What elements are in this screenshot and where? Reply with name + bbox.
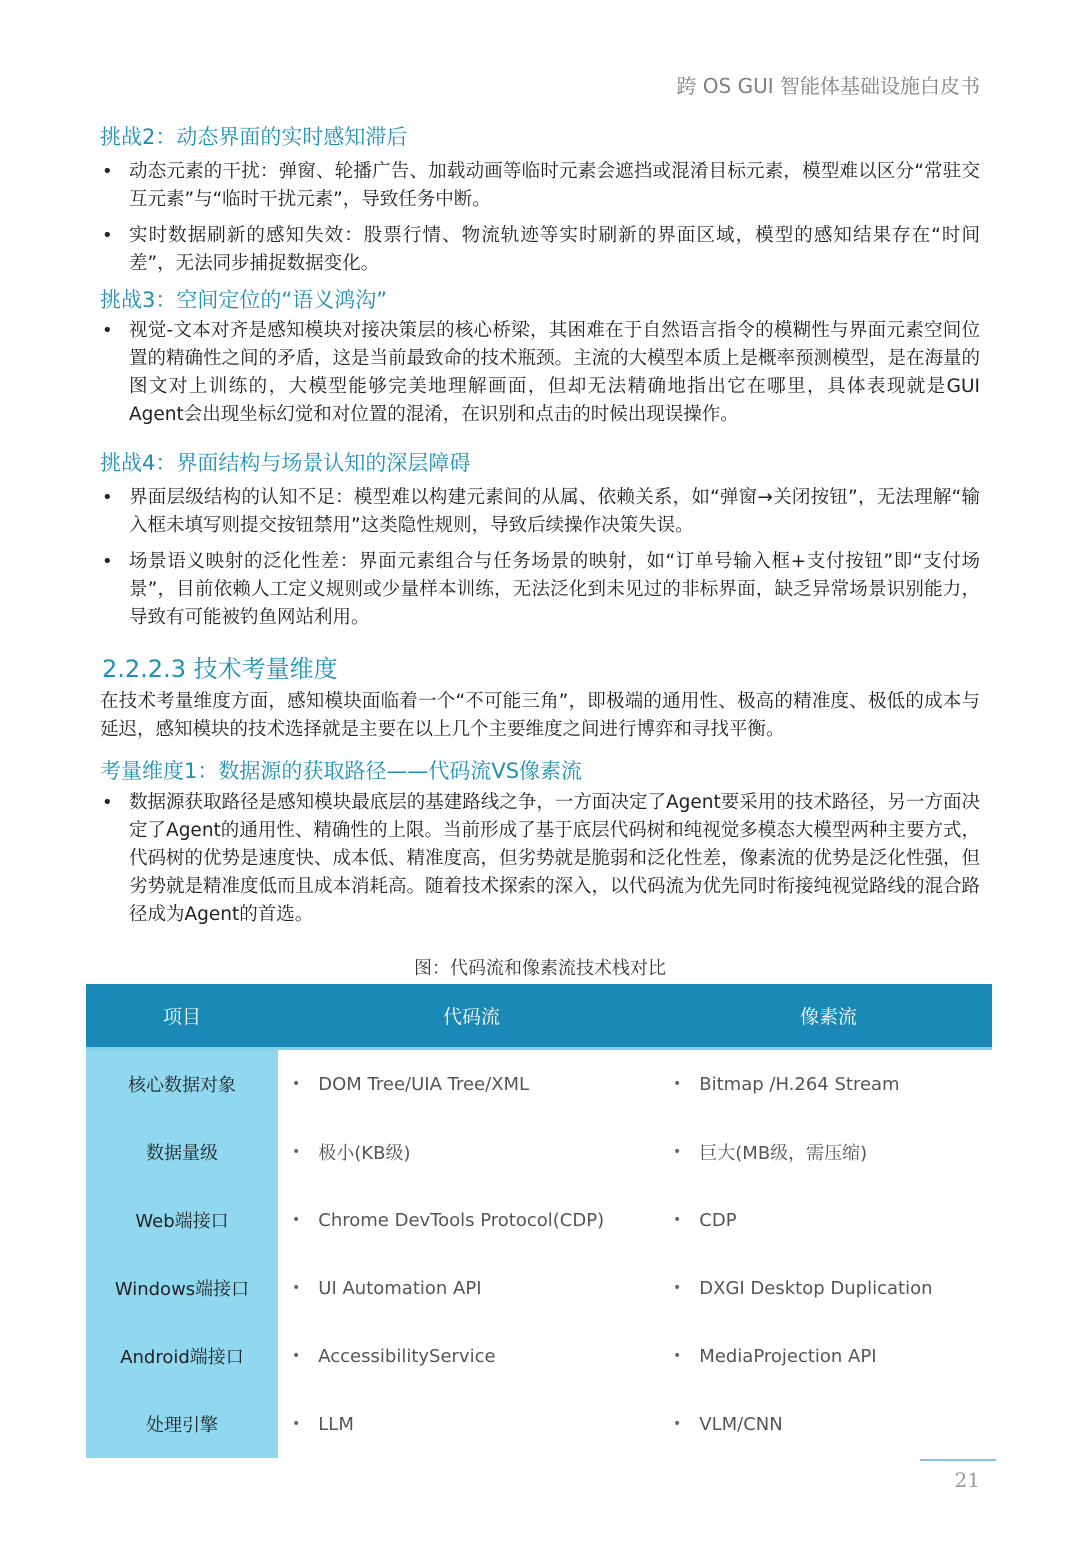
table-row <box>86 1322 992 1390</box>
list-item: • 视觉-文本对齐是感知模块对接决策层的核心桥梁，其困难在于自然语言指令的模糊性与界面元素空间位置的精确性之间的矛盾，这是当前最致命的技术瓶颈。主流的大模型本质上是概率预测模型，是在海量的图文对上训练的，大模型能够完美地理解画面，但却无法精确地指出它在哪里，具体表现就是GUI Agent会出现坐标幻觉和对位置的混淆，在识别和点击的时候出现误操作。 <box>100 317 980 429</box>
list-item: • 数据源获取路径是感知模块最底层的基建路线之争，一方面决定了Agent要采用的技术路径，另一方面决定了Agent的通用性、精确性的上限。当前形成了基于底层代码树和纯视觉多模态大模型两种主要方式，代码树的优势是速度快、成本低、精准度高，但劣势就是脆弱和泛化性差，像素流的优势是泛化性强，但劣势就是精准度低而且成本消耗高。随着技术探索的深入，以代码流为优先同时衔接纯视觉路线的混合路径成为Agent的首选。 <box>100 789 980 929</box>
code-stream-cell: • DOM Tree/UIA Tree/XML <box>292 1073 530 1095</box>
bullet-icon: • <box>292 1416 301 1432</box>
list-item: • 界面层级结构的认知不足：模型难以构建元素间的从属、依赖关系，如“弹窗→关闭按钮”，无法理解“输入框未填写则提交按钮禁用”这类隐性规则，导致后续操作决策失误。 <box>100 484 980 540</box>
pixel-stream-cell: • DXGI Desktop Duplication <box>673 1277 933 1299</box>
bullet-icon: • <box>102 320 113 341</box>
row-label: Windows端接口 <box>86 1254 278 1322</box>
bullet-icon: • <box>673 1076 682 1092</box>
column-header-pixel-stream: 像素流 <box>799 1006 857 1028</box>
code-stream-cell: • UI Automation API <box>292 1277 482 1299</box>
code-stream-cell: • Chrome DevTools Protocol(CDP) <box>292 1209 605 1231</box>
bullet-icon: • <box>292 1144 301 1160</box>
dimension-1-heading: 考量维度1：数据源的获取路径——代码流VS像素流 <box>100 759 583 783</box>
bullet-icon: • <box>292 1348 301 1364</box>
column-header-code-stream: 代码流 <box>442 1006 500 1028</box>
bullet-icon: • <box>102 225 113 246</box>
bullet-icon: • <box>292 1212 301 1228</box>
table-row <box>86 1118 992 1186</box>
bullet-icon: • <box>102 161 113 182</box>
challenge-2-heading: 挑战2：动态界面的实时感知滞后 <box>100 125 408 149</box>
challenge-2-list <box>100 158 980 286</box>
row-label: Web端接口 <box>86 1186 278 1254</box>
pixel-stream-cell: • VLM/CNN <box>673 1413 783 1435</box>
table-row <box>86 1050 992 1118</box>
list-item: • 动态元素的干扰：弹窗、轮播广告、加载动画等临时元素会遮挡或混淆目标元素，模型难以区分“常驻交互元素”与“临时干扰元素”，导致任务中断。 <box>100 158 980 214</box>
column-header-item: 项目 <box>162 1006 201 1028</box>
bullet-icon: • <box>292 1280 301 1296</box>
table-row <box>86 1186 992 1254</box>
table-row <box>86 1390 992 1458</box>
section-title: 2.2.2.3 技术考量维度 <box>102 655 338 683</box>
bullet-icon: • <box>673 1348 682 1364</box>
bullet-icon: • <box>673 1280 682 1296</box>
code-stream-cell: • AccessibilityService <box>292 1345 496 1367</box>
pixel-stream-cell: • CDP <box>673 1209 737 1231</box>
challenge-3-heading: 挑战3：空间定位的“语义鸿沟” <box>100 288 388 312</box>
row-label: 数据量级 <box>86 1118 278 1186</box>
document-header-title: 跨 OS GUI 智能体基础设施白皮书 <box>676 74 980 98</box>
table-row <box>86 1254 992 1322</box>
bullet-icon: • <box>102 551 113 572</box>
comparison-table <box>86 984 992 1458</box>
page-number: 21 <box>954 1468 980 1492</box>
challenge-3-list <box>100 317 980 437</box>
table-caption: 图：代码流和像素流技术栈对比 <box>414 958 666 979</box>
footer-divider <box>920 1459 996 1461</box>
bullet-icon: • <box>102 487 113 508</box>
pixel-stream-cell: • Bitmap /H.264 Stream <box>673 1073 900 1095</box>
row-label: Android端接口 <box>86 1322 278 1390</box>
row-label: 核心数据对象 <box>86 1050 278 1118</box>
challenge-4-list <box>100 484 980 640</box>
dimension-1-list <box>100 789 980 937</box>
challenge-4-heading: 挑战4：界面结构与场景认知的深层障碍 <box>100 451 471 475</box>
bullet-icon: • <box>673 1416 682 1432</box>
code-stream-cell: • LLM <box>292 1413 354 1435</box>
list-item: • 实时数据刷新的感知失效：股票行情、物流轨迹等实时刷新的界面区域，模型的感知结果存在“时间差”，无法同步捕捉数据变化。 <box>100 222 980 278</box>
section-intro: 在技术考量维度方面，感知模块面临着一个“不可能三角”，即极端的通用性、极高的精准度、极低的成本与延迟，感知模块的技术选择就是主要在以上几个主要维度之间进行博弈和寻找平衡。 <box>100 691 980 740</box>
pixel-stream-cell: • 巨大(MB级，需压缩) <box>673 1143 868 1164</box>
bullet-icon: • <box>102 792 113 813</box>
table-header <box>86 984 992 1050</box>
code-stream-cell: • 极小(KB级) <box>292 1143 411 1164</box>
pixel-stream-cell: • MediaProjection API <box>673 1345 877 1367</box>
bullet-icon: • <box>673 1144 682 1160</box>
bullet-icon: • <box>292 1076 301 1092</box>
row-label: 处理引擎 <box>86 1390 278 1458</box>
list-item: • 场景语义映射的泛化性差：界面元素组合与任务场景的映射，如“订单号输入框+支付按钮”即“支付场景”，目前依赖人工定义规则或少量样本训练，无法泛化到未见过的非标界面，缺乏异常场景识别能力，导致有可能被钓鱼网站利用。 <box>100 548 980 632</box>
bullet-icon: • <box>673 1212 682 1228</box>
